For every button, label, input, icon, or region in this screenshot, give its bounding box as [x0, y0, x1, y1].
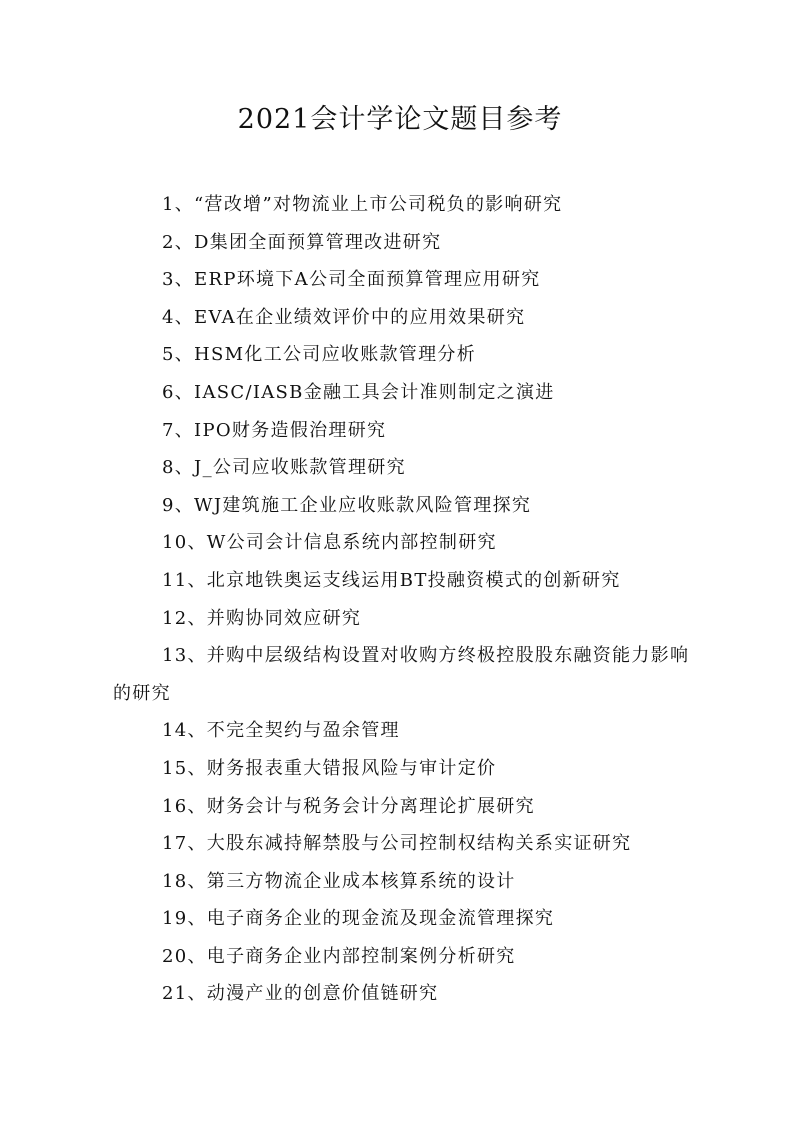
list-item: 18、第三方物流企业成本核算系统的设计: [162, 870, 516, 892]
page-title: 2021会计学论文题目参考: [237, 104, 563, 135]
list-item: 8、J_公司应收账款管理研究: [162, 457, 406, 479]
list-item: 12、并购协同效应研究: [162, 607, 362, 629]
list-item: 1、“营改增”对物流业上市公司税负的影响研究: [162, 194, 563, 215]
list-item: 9、WJ建筑施工企业应收账款风险管理探究: [162, 494, 532, 516]
list-item: 5、HSM化工公司应收账款管理分析: [162, 344, 477, 366]
list-item: 15、财务报表重大错报风险与审计定价: [162, 757, 497, 779]
list-item: 16、财务会计与税务会计分离理论扩展研究: [162, 795, 535, 817]
list-item: 2、D集团全面预算管理改进研究: [162, 231, 442, 253]
list-item: 13、并购中层级结构设置对收购方终极控股股东融资能力影响的研究: [113, 645, 690, 704]
list-item: 7、IPO财务造假治理研究: [162, 419, 387, 441]
topic-list: [113, 186, 693, 1013]
list-item: 4、EVA在企业绩效评价中的应用效果研究: [162, 306, 526, 328]
list-item: 11、北京地铁奥运支线运用BT投融资模式的创新研究: [162, 569, 621, 591]
list-item: 10、W公司会计信息系统内部控制研究: [162, 532, 497, 554]
list-item: 20、电子商务企业内部控制案例分析研究: [162, 945, 516, 967]
list-item: 19、电子商务企业的现金流及现金流管理探究: [162, 908, 555, 930]
list-item: 17、大股东减持解禁股与公司控制权结构关系实证研究: [162, 833, 632, 855]
list-item: 14、不完全契约与盈余管理: [162, 720, 400, 742]
list-item: 21、动漫产业的创意价值链研究: [162, 983, 439, 1005]
list-item: 3、ERP环境下A公司全面预算管理应用研究: [162, 269, 541, 291]
list-item: 6、IASC/IASB金融工具会计准则制定之演进: [162, 381, 555, 403]
